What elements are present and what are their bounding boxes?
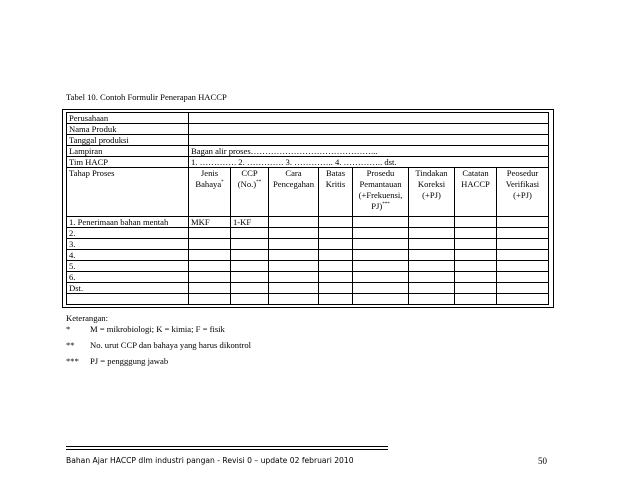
notes (66, 313, 251, 367)
cell-tahap: 6. (67, 272, 189, 283)
note-3-text: PJ = pengggung jawab (90, 356, 169, 366)
note-2 (66, 340, 251, 351)
value-tanggal (189, 135, 549, 146)
header-batas: Batas Kritis (319, 168, 353, 217)
cell-tahap: 2. (67, 228, 189, 239)
header-prosedu-text: Prosedu Pemantauan (+Frekuensi, PJ) (358, 168, 403, 211)
note-3 (66, 356, 251, 367)
value-nama-produk (189, 124, 549, 135)
note-3-mark: *** (66, 356, 79, 366)
cell-ccp (231, 228, 269, 239)
table-row (67, 228, 549, 239)
cell-jenis (189, 261, 231, 272)
row-perusahaan (67, 113, 549, 124)
table-caption: Tabel 10. Contoh Formulir Penerapan HACCP (66, 92, 227, 102)
notes-title: Keterangan: (66, 313, 108, 323)
table-row (67, 272, 549, 283)
header-row (67, 168, 549, 217)
cell-jenis (189, 239, 231, 250)
header-jenis (189, 168, 231, 217)
row-nama-produk (67, 124, 549, 135)
header-tindakan: Tindakan Koreksi (+PJ) (409, 168, 455, 217)
header-ccp-text: CCP (No.) (237, 168, 258, 189)
table-row (67, 261, 549, 272)
header-jenis-text: Jenis Bahaya (195, 168, 222, 189)
label-lampiran: Lampiran (67, 146, 189, 157)
footer-rule-top (66, 446, 388, 447)
row-tanggal (67, 135, 549, 146)
row-tim (67, 157, 549, 168)
table-row-empty (67, 294, 549, 305)
cell-tahap: Dst. (67, 283, 189, 294)
header-prosedu (353, 168, 409, 217)
header-prosedu-sup: *** (382, 202, 390, 208)
note-1-text: M = mikrobiologi; K = kimia; F = fisik (90, 324, 225, 334)
page-number: 50 (538, 456, 547, 466)
footer-text: Bahan Ajar HACCP dlm industri pangan - Revisi 0 – update 02 februari 2010 (66, 456, 354, 465)
cell-ccp: 1-KF (231, 217, 269, 228)
cell-jenis (189, 272, 231, 283)
note-1-mark: * (66, 324, 71, 334)
haccp-form-table (66, 112, 549, 305)
cell-tahap: 5. (67, 261, 189, 272)
cell-ccp (231, 272, 269, 283)
cell-ccp (231, 239, 269, 250)
cell-ccp (231, 261, 269, 272)
label-nama-produk: Nama Produk (67, 124, 189, 135)
cell-ccp (231, 250, 269, 261)
header-ccp (231, 168, 269, 217)
cell-jenis: MKF (189, 217, 231, 228)
value-tim: 1. …………. 2. …………. 3. ………….. 4. ………….. dst. (189, 157, 549, 168)
footer-rule-bottom (66, 449, 388, 450)
label-tanggal: Tanggal produksi (67, 135, 189, 146)
table-row (67, 250, 549, 261)
value-perusahaan (189, 113, 549, 124)
header-ccp-sup: ** (256, 180, 262, 186)
note-1 (66, 324, 251, 335)
cell-tahap: 4. (67, 250, 189, 261)
cell-tahap: 1. Penerimaan bahan mentah (67, 217, 189, 228)
row-lampiran (67, 146, 549, 157)
cell-tahap: 3. (67, 239, 189, 250)
cell-jenis (189, 250, 231, 261)
header-jenis-sup: * (221, 180, 224, 186)
header-cara: Cara Pencegahan (269, 168, 319, 217)
note-2-mark: ** (66, 340, 75, 350)
cell-ccp (231, 283, 269, 294)
note-2-text: No. urut CCP dan bahaya yang harus dikontrol (90, 340, 252, 350)
table-row (67, 217, 549, 228)
label-perusahaan: Perusahaan (67, 113, 189, 124)
cell-jenis (189, 228, 231, 239)
header-tahap: Tahap Proses (67, 168, 189, 217)
table-row (67, 283, 549, 294)
label-tim: Tim HACP (67, 157, 189, 168)
value-lampiran: Bagan alir proses……………………………………... (189, 146, 549, 157)
cell-jenis (189, 283, 231, 294)
header-catatan: Catatan HACCP (455, 168, 497, 217)
table-row (67, 239, 549, 250)
header-peosedur: Peosedur Verifikasi (+PJ) (497, 168, 549, 217)
